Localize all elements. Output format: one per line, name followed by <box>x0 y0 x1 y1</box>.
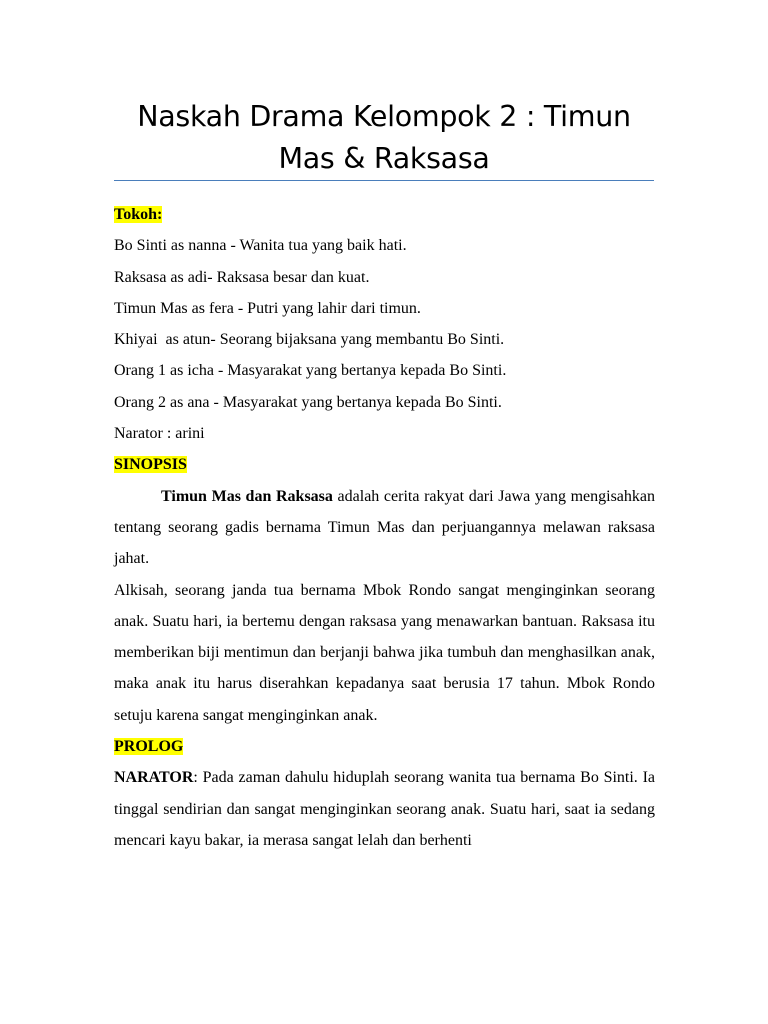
title-underline <box>114 180 654 181</box>
sinopsis-heading-line <box>114 449 655 480</box>
prolog-text: : Pada zaman dahulu hiduplah seorang wanita tua bernama Bo Sinti. Ia tinggal sendirian dan sangat menginginkan seorang anak. Suatu hari, saat ia sedang mencari kayu bakar, ia merasa sangat lelah dan berhenti <box>114 769 655 849</box>
tokoh-item: Bo Sinti as nanna - Wanita tua yang baik hati. <box>114 237 407 255</box>
tokoh-item: Khiyai as atun- Seorang bijaksana yang membantu Bo Sinti. <box>114 331 505 349</box>
tokoh-item: Orang 2 as ana - Masyarakat yang bertanya kepada Bo Sinti. <box>114 393 502 411</box>
tokoh-item: Timun Mas as fera - Putri yang lahir dari timun. <box>114 299 421 317</box>
document-title: Naskah Drama Kelompok 2 : Timun Mas & Raksasa <box>137 100 631 175</box>
tokoh-heading: Tokoh: <box>114 206 163 223</box>
prolog-heading-line <box>114 731 655 762</box>
prolog-paragraph <box>114 762 655 856</box>
prolog-speaker: NARATOR <box>114 769 194 787</box>
tokoh-item: Orang 1 as icha - Masyarakat yang bertanya kepada Bo Sinti. <box>114 362 507 380</box>
sinopsis-p1-text: adalah cerita rakyat dari Jawa yang mengisahkan tentang seorang gadis bernama Timun Mas dan perjuangannya melawan raksasa jahat. <box>114 487 656 568</box>
sinopsis-title-bold: Timun Mas dan Raksasa <box>161 487 333 505</box>
document-body <box>114 199 655 856</box>
sinopsis-paragraph-1 <box>114 481 655 575</box>
tokoh-item: Raksasa as adi- Raksasa besar dan kuat. <box>114 268 370 286</box>
tokoh-heading-line <box>114 199 655 230</box>
prolog-heading: PROLOG <box>114 738 184 756</box>
sinopsis-heading: SINOPSIS <box>114 456 187 474</box>
tokoh-item: Narator : arini <box>114 425 205 443</box>
sinopsis-paragraph-2: Alkisah, seorang janda tua bernama Mbok Rondo sangat menginginkan seorang anak. Suatu hari, ia bertemu dengan raksasa yang menawarkan bantuan. Raksasa itu memberikan biji mentimun dan berjanji bahwa jika tumbuh dan menghasilkan anak, maka anak itu harus diserahkan kepadanya saat berusia 17 tahun. Mbok Rondo setuju karena sangat menginginkan anak. <box>114 581 655 724</box>
